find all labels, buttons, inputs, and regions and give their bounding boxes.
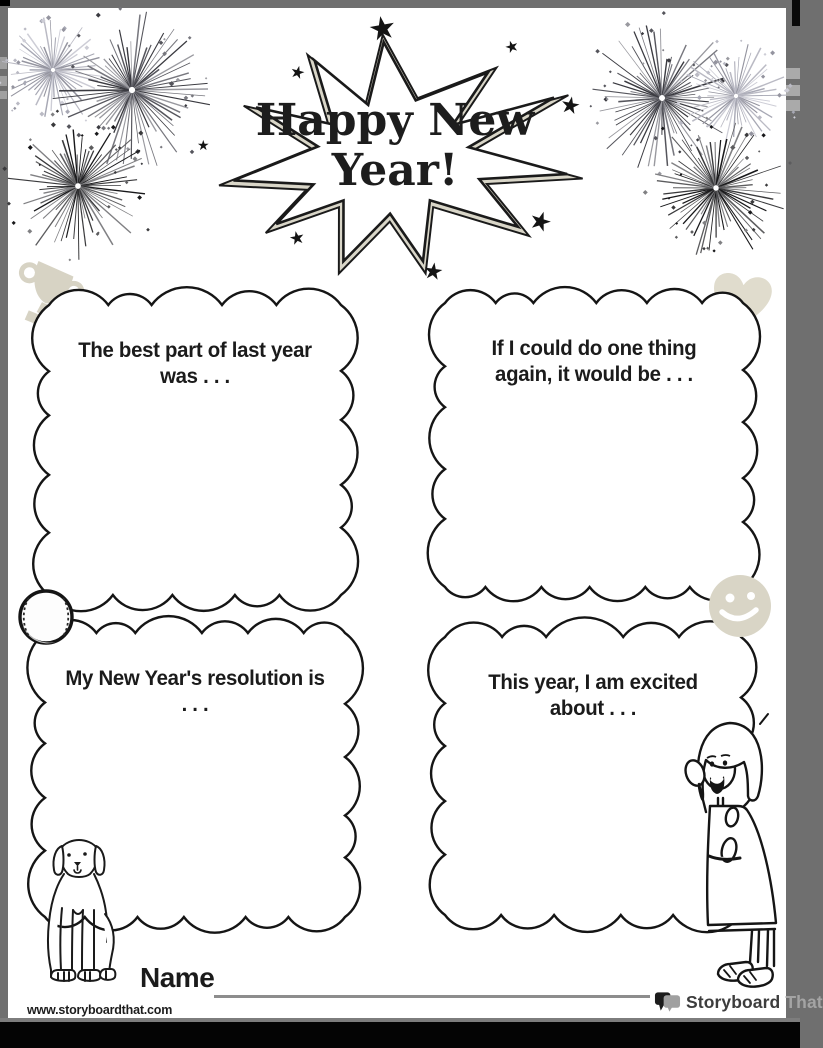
name-label: Name <box>140 962 215 993</box>
smiley-icon <box>706 572 774 640</box>
prompt-1-line-2: was . . . <box>160 365 230 388</box>
prompt-text-2 <box>460 336 728 388</box>
scalloped-frame <box>428 286 760 604</box>
star-icon <box>197 138 210 152</box>
viewer-corner-block <box>0 0 10 6</box>
prompt-4-line-2: about . . . <box>549 697 637 720</box>
baseball-icon <box>16 586 78 648</box>
storyboardthat-logo <box>654 990 823 1014</box>
fireworks-icon <box>0 104 160 268</box>
dog-illustration <box>38 838 122 986</box>
fireworks-icon <box>636 108 796 268</box>
prompt-2-line-1: If I could do one thing <box>491 337 697 360</box>
worksheet-page <box>8 8 823 1018</box>
prompt-box-1 <box>32 288 358 612</box>
prompt-text-3 <box>60 666 330 718</box>
prompt-2-line-2: again, it would be . . . <box>495 363 693 386</box>
viewer-bottom-bar <box>0 1022 800 1048</box>
prompt-box-2 <box>428 286 760 604</box>
prompt-3-line-2: . . . <box>181 693 209 716</box>
viewer-corner-block <box>792 0 800 26</box>
name-write-line <box>214 995 650 998</box>
speech-bubbles-logo-icon <box>654 990 681 1014</box>
star-icon <box>365 10 399 46</box>
title-line-1: Happy <box>255 95 413 146</box>
title-line-2: New Year! <box>331 95 535 196</box>
website-text: www.storyboardthat.com <box>27 1003 173 1017</box>
logo-text-that: That <box>785 991 823 1012</box>
star-icon <box>421 259 445 285</box>
page-title <box>242 96 548 196</box>
girl-illustration <box>672 712 784 1002</box>
prompt-1-line-1: The best part of last year <box>78 339 312 362</box>
prompt-text-1 <box>64 338 326 390</box>
prompt-3-line-1: My New Year's resolution is <box>65 667 325 690</box>
star-icon <box>558 92 582 118</box>
prompt-4-line-1: This year, I am excited <box>488 671 698 694</box>
scalloped-frame <box>32 288 358 612</box>
star-icon <box>287 228 307 249</box>
logo-text-storyboard: Storyboard <box>686 991 781 1012</box>
